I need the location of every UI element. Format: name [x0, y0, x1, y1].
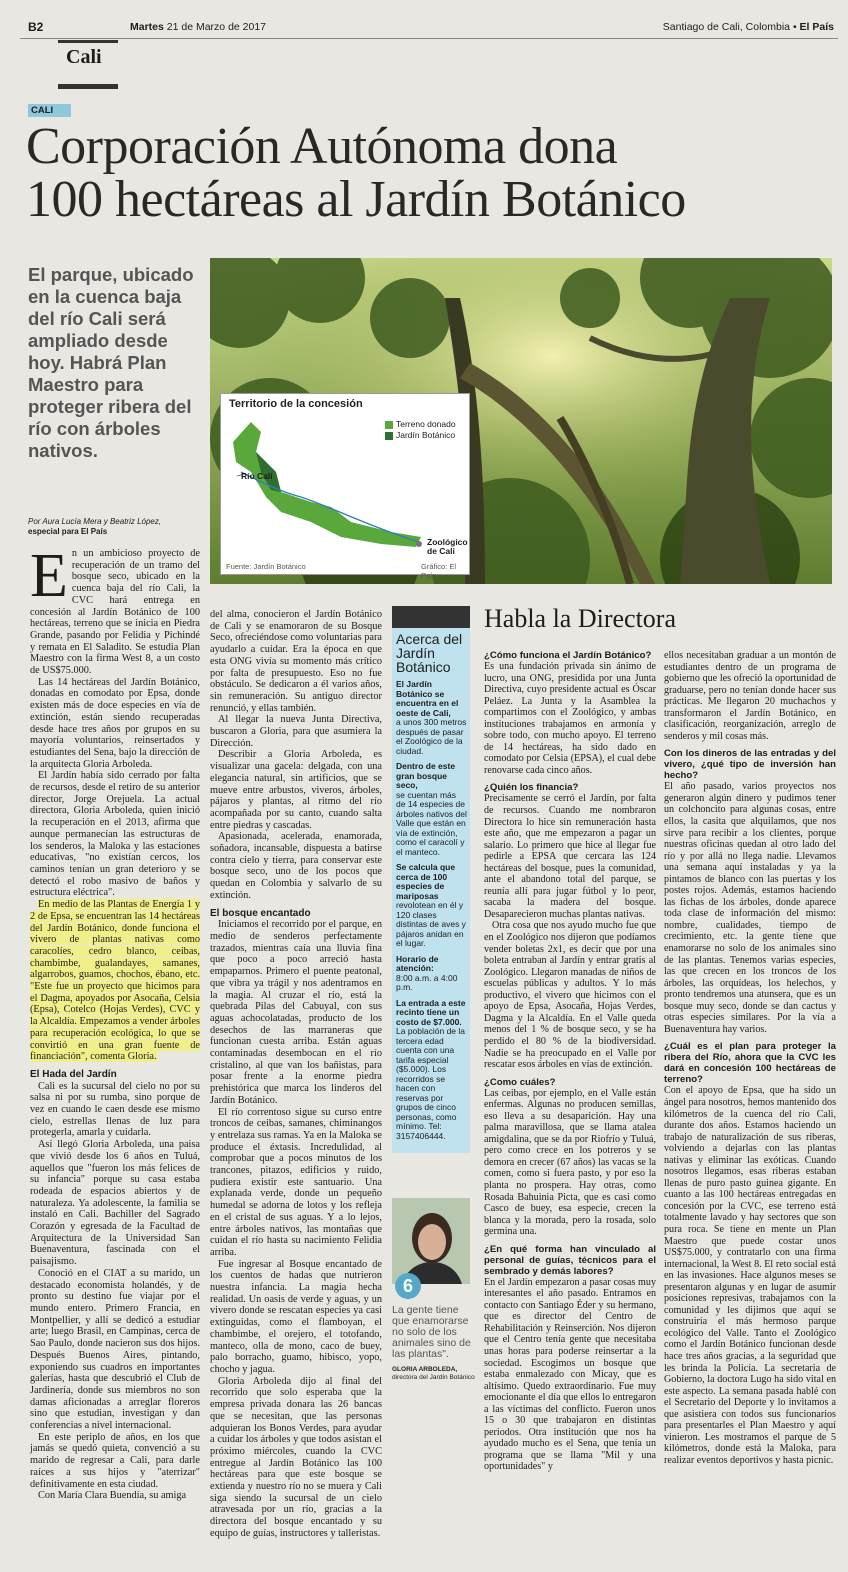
map-title: Territorio de la concesión [229, 398, 363, 410]
zoo-label: Zoológico de Cali [427, 537, 468, 556]
river-label: Río Cali [241, 471, 273, 481]
sidebar-item-lead: La entrada a este recinto tiene un costo de $7.000. [396, 997, 466, 1027]
facts-sidebar [392, 606, 470, 1153]
paper-location: Santiago de Cali, Colombia • El País [662, 21, 834, 33]
interview-question: Con los dineros de las entradas y del vivero, ¿qué tipo de inversión han hecho? [664, 748, 836, 782]
legend-garden: Jardín Botánico [396, 430, 456, 440]
interview-column-1 [484, 650, 656, 1473]
pull-quote [392, 1305, 477, 1382]
interview-answer: En el Jardín empezaron a pasar cosas muy interesantes el año pasado. Entramos en contacto con Santiago Éder y su hermano, que es director del Centro de Rehabilitación y Reinserción. Nos dijeron que el Centro tenía gente que necesitaba unas horas para poderse reinsertar a la sociedad. Escogimos un bosque que estaba enmalezado con Micay, que es altísimo. Quedo extraordinario. Fue muy emocionante el día que ellos lo entregaron a las víctimas del conflicto. Fueron unos 15 o 30 que trabajaron en distintas periodos. Otra institución que nos ha ayudado mucho es el Sena, que tenía un programa que se llama "Mil y una oportunidades" y [484, 1276, 656, 1473]
sidebar-item [396, 955, 467, 993]
paper-name: El País [799, 21, 834, 33]
quote-badge: 6 [395, 1273, 421, 1299]
interview-column-2 [664, 650, 836, 1466]
byline-authors: Por Aura Lucía Mera y Beatriz López, [28, 517, 162, 526]
sidebar-item-text: La población de la tercera edad cuenta con una tarifa especial ($5.000). Los recorridos se hacen con reservas por grupos de cinco personas, como mínimo. Tel: 3157406444. [396, 1026, 466, 1141]
sidebar-item-text: revolotean en él y 120 clases distintas de aves y pájaros anidan en el lugar. [396, 900, 466, 948]
paragraph [30, 899, 200, 1063]
interview-answer: Con el apoyo de Epsa, que ha sido un ángel para nosotros, hemos mantenido dos kilómetros de la cuenca del río Cali, durante dos años. Estamos haciendo un trabajo de naturalización de sus riberas, volviendo a dejarlas con las plantas nativas y eliminar las exóticas. Cuando nosotros llegamos, esas riberas estaban llenas de puro pasto guinea gigante. En cuanto a las 100 hectáreas entregadas en concesión por la CVC, ese terreno está totalmente lavado y hay sectores que son pura roca. Se tiene en mente un Plan Maestro que puede costar unos US$75.000, y contratarlo con una firma internacional, la West 8. El reto social está en las invasiones. Hace algunos meses se presentaron algunas y en lugar de asumir posiciones represivas, trabajamos con la comunidad y les dijimos que aquí se construiría el más hermoso parque ecológico del Valle. Tanto el Zoológico como el Jardín Botánico funcionan desde hace tres años gracias, a la seguridad que les brinda la Policía. La secretaria de Gobierno, la doctora Lugo ha sido vital en este aspecto. La semana pasada hablé con el Secretario del Deporte y lo invitamos a que asistiera con todos sus funcionarios para presentarles el Plan Maestro y aquí vinieron. Les mostramos el parque de 5 kilómetros, donde está la Maloka, para realizar eventos deportivos y hasta picnic. [664, 1085, 836, 1466]
date-text: 21 de Marzo de 2017 [166, 21, 267, 33]
quote-role: directora del Jardín Botánico [392, 1374, 475, 1381]
paragraph: Describir a Gloria Arboleda, es visualizar una gacela: delgada, con una elegancia natural, sin artificios, que se mueve entre arbustos, viveros, árboles, pájaros y plantas, al ritmo del río acompañada por su canto, cuando salta entre piedras y cascadas. [210, 749, 382, 831]
drop-cap: E [30, 542, 68, 610]
interview-question: ¿Como cuáles? [484, 1076, 556, 1088]
interview-answer: ellos necesitaban graduar a un montón de estudiantes dentro de un programa de gobierno que les ofreció la oportunidad de graduarse, pero no tenían donde hacer sus prácticas. Me llegaron 20 muchachos y transformaron el Jardín Botánico, en clasificación, reorganización, arreglo de senderos y mil cosas más. [664, 650, 836, 742]
sidebar-item [396, 762, 467, 857]
kicker-label: CALI [28, 104, 71, 117]
header-rule [20, 38, 838, 39]
paragraph: Las 14 hectáreas del Jardín Botánico, donadas en comodato por Epsa, donde existen más de doce especies en vía de extinción, están siendo recuperadas desde hace tres años por grupos en su mayoría voluntarios, reinsertados y estudiantes del Sena, bajo la dirección de la arquitecta Gloria Arboleda. [30, 676, 200, 770]
paragraph: del alma, conocieron el Jardín Botánico de Cali y se enamoraron de su Bosque Seco, ofreciéndose como voluntarias para ayudarlo a cuidar. Era la época en que esta ONG vivía su momento más crítico por falta de presupuesto. Eso no fue obstáculo. Se dedicaron a él varios años, sin remuneración. Su antiguo director renunció, y ellas también. [210, 609, 382, 714]
sidebar-item [396, 863, 467, 949]
sidebar-box [392, 628, 470, 1153]
paragraph: Iniciamos el recorrido por el parque, en medio de senderos perfectamente trazados, mientras caía una lluvia fina que poco a poco arreció hasta empaparnos. Primero el puente peatonal, que vibra ya trágil y nos adentramos en la magia. Al cruzar el río, está la quebrada Pilas del Cabuyal, con sus aguas achocolatadas, producto de los desechos de las marraneras que funcionan cuesta arriba. Están aguas contaminadas desembocan en el río cristalino, al que van los bañistas, para posar frente a la enorme piedra prehistórica que marca los linderos del Jardín Botánico. [210, 919, 382, 1106]
interview-answer: Es una fundación privada sin ánimo de lucro, una ONG, presidida por una Junta Directiva, cuyo presidente actual es Óscar Peláez. La Junta y la Asamblea la compartimos con el Zoológico, y ambas instituciones trabajamos en armonía y sobre todo, con mucho apoyo. El terreno de 14 hectáreas, ha sido dado en comodato por Celsia (EPSA), el cual debe renovarse cada cinco años. [484, 661, 656, 776]
sidebar-item-lead: El Jardín Botánico se encuentra en el oeste de Cali, [396, 679, 459, 718]
issue-date [130, 21, 266, 33]
sidebar-item-text: a unos 300 metros después de pasar el Zoológico de la ciudad. [396, 717, 467, 756]
article-column-1 [30, 542, 200, 1502]
paragraph: El Jardín había sido cerrado por falta de recursos, desde el retiro de su anterior director, Jorge Orejuela. La actual directora, Gloria Arboleda, quien inició la recuperación en el 2013, afirma que aunque permanecían las estructuras de los senderos, la Maloka y las estaciones educativas, "no existían cercos, los caminos tenían un gran deterioro y se detectó el robo masivo de baños y estructura eléctrica". [30, 770, 200, 899]
headline-line-2: 100 hectáreas al Jardín Botánico [26, 171, 686, 228]
interview-answer: Precisamente se cerró el Jardín, por falta de recursos. Cuando me nombraron Directora lo hice sin remuneración hasta este año, que me empezaron a pagar un salario. Lo primero que hice al llegar fue pedirle a EPSA que cercara las 124 hectáreas del bosque, pues la comunidad, ante el abandono total del parque, se reunía allí para jugar fútbol y lo peor, sacaba la madera del bosque. Desaparecieron muchas plantas nativas. [484, 793, 656, 920]
sidebar-title: Acerca del Jardín Botánico [396, 631, 463, 675]
section-flag [58, 40, 118, 83]
location-text: Santiago de Cali, Colombia [662, 21, 791, 33]
byline-role: especial para El País [28, 527, 108, 536]
sidebar-item [396, 999, 467, 1142]
map-credit: Gráfico: El País [421, 562, 457, 580]
legend-garden-swatch [385, 432, 393, 440]
headline-line-1: Corporación Autónoma dona [26, 118, 618, 175]
interview-title: Habla la Directora [484, 604, 677, 633]
legend-donated-swatch [385, 421, 393, 429]
paragraph: Con María Clara Buendía, su amiga [38, 1490, 187, 1502]
paragraph: El río correntoso sigue su curso entre troncos de ceibas, samanes, chiminangos y entrelaza sus ramas. Ya en la Maloka se produce el éxtasis. Incredulidad, al comprobar que a pocos minutos de los trancones, pitazos, edificios y ruido, pudiera existir este santuario. Una explanada verde, donde un pequeño humedal se adorna de lotos y los refleja en el cristal de sus aguas. Y a lo lejos, entre árboles nativos, las montañas que cuidan el río hasta su nacimiento Felidia arriba. [210, 1106, 382, 1258]
quote-name: GLORIA ARBOLEDA, [392, 1366, 458, 1373]
sidebar-item [396, 680, 467, 756]
paragraph: Gloria Arboleda dijo al final del recorrido que solo esperaba que la empresa privada donara las 26 bancas que se necesitan, que las personas adquieran los Bonos Verdes, para ayudar a cuidar los árboles y que todos asistan el próximo miércoles, cuando la CVC entregue al Jardín Botánico las 100 hectáreas para que este bosque se extienda y nuestro río no se muera y Cali siga siendo la sucursal de un cielo atravesada por un río, gracias a la directora del bosque encantado y su equipo de guías, instructores y talleristas. [210, 1375, 382, 1539]
paragraph: En este periplo de años, en los que jamás se quedó quieta, convenció a su marido de regresar a Cali, para darle raíces a sus hijos y "aterrizar" definitivamente en esta ciudad. [30, 1431, 200, 1490]
quote-attribution [392, 1366, 477, 1382]
map-inset [220, 393, 470, 580]
portrait-photo [392, 1198, 470, 1284]
paragraph: Cali es la sucursal del cielo no por su salsa ni por su rumba, sino porque de vez en cuando le caen desde ese mismo cielo, estrellas llenas de luz para protegerla, amarla y cuidarla. [30, 1080, 200, 1139]
interview-question: ¿Cómo funciona el Jardín Botánico? [484, 650, 652, 661]
legend-donated: Terreno donado [396, 419, 456, 429]
byline [28, 517, 198, 537]
interview-question: ¿En qué forma han vinculado al personal de guías, técnicos para el sembrado y demás labores? [484, 1243, 656, 1277]
page-number: B2 [28, 20, 44, 34]
headline [26, 120, 826, 226]
paragraph: Así llegó Gloria Arboleda, una paisa que vivió desde los 6 años en Tuluá, aquellos que "fueron los más felices de su infancia" porque su casa estaba rodeada de espacios abiertos y de naturaleza. Ya adolescente, la familia se instaló en Cali. Bachiller del Sagrado Corazón y egresada de la Facultad de Arquitectura de la Universidad San Buenaventura, fascinada con el paisajismo. [30, 1139, 200, 1268]
paragraph: Fue ingresar al Bosque encantado de los cuentos de hadas que nutrieron nuestra infancia. La magia hecha realidad. Un oasis de verde y aguas, y un vivero donde se rescatan especies ya casi extinguidas, como el flamboyan, el chambimbe, el orejero, el totofando, manteco, olla de mono, caco de buey, palo borracho, guamo, hibisco, yopo, chocho y jagua. [210, 1258, 382, 1375]
interview-question: ¿Quién los financia? [484, 782, 579, 794]
highlighted-text: En medio de las Plantas de Energía 1 y 2 de Epsa, se encuentran las 14 hectáreas del Jardín Botánico, donde funciona el vivero de plantas nativas como caracolíes, cedro blanco, ceibas, chambimbe, gualandayes, samanes, algarrobos, guamos, chochos, ébano, etc. "Este fue un proyecto que hicimos para el Dagma, apoyados por Asocaña, Celsia (Epsa), Cotelco (Hojas Verdes), CVC y la Alcaldía. Empezamos a vender árboles para recuperación ecológica, lo que se convirtió en una gran fuente de financiación", comenta Gloria. [30, 899, 200, 1063]
interview-answer: Las ceibas, por ejemplo, en el Valle están enfermas. Algunas no producen semillas, eso lleva a su desaparición. Hay una palma maravillosa, que se llama atalea amigdalina, que se da por Riofrío y Tuluá, pero como crece en los potreros y se demora en crecer (67 años) las vacas se la comen, como si fuera pasto, y por eso la planta no prospera. Hay otras, como Rosada Bahuinia Picta, que es casi como Casco de buey, esa especie, crecen la blanca y la morada, pero la rosada, solo germina una. [484, 1087, 656, 1238]
paragraph: Conoció en el CIAT a su marido, un destacado economista holandés, y de pronto su destino fue viajar por el mundo entero. Primero Francia, en Montpellier, y allí se dedicó a estudiar arte; luego Brasil, en Campinas, cerca de Sao Paulo, donde nacieron sus dos hijos. Después Buenos Aires, pintando, exponiendo sus cuadros en importantes galerías, hasta que descubrió el Club de Jardinería, donde sus miembros no son damas aficionadas a arreglar floreros sino que estudian, investigan y dan conferencias a nivel internacional. [30, 1267, 200, 1432]
subheading: El bosque encantado [210, 907, 311, 919]
paragraph: Al llegar la nueva Junta Directiva, buscaron a Gloria, para que asumiera la Dirección. [210, 714, 382, 749]
paragraph: Apasionada, acelerada, enamorada, soñadora, incansable, dispuesta a batirse contra cielo y tierra, para conservar este bosque seco, uno de los pocos que quedan en Colombia y salvarlo de su extinción. [210, 831, 382, 901]
section-name: Cali [66, 46, 102, 68]
sidebar-item-text: 8:00 a.m. a 4:00 p.m. [396, 972, 458, 992]
sidebar-item-lead: Se calcula que cerca de 100 especies de mariposas [396, 862, 456, 901]
map-source: Fuente: Jardín Botánico [226, 562, 306, 571]
paragraph: n un ambicioso proyecto de recuperación de un tramo del bosque seco, ubicado en la cuenca baja del río Cali, la CVC hará entrega en concesión al Jardín Botánico de 100 hectáreas, terreno que se inicia en Piedra Grande, pasando por Felidia y Pichindé y remata en El Saladito. Se estudia Plan Maestro con la firma West 8, a un costo de US$75.000. [30, 548, 200, 677]
sidebar-item-lead: Horario de atención: [396, 953, 439, 973]
interview-answer: Otra cosa que nos ayudo mucho fue que en el Zoológico nos dijeron que podíamos vender boletas 2x1, es decir que por una boleta entraban al Jardín y entrar gratis al Zoológico. Llegaron manadas de niños de escuelas públicas y adultos. Y lo más productivo, el vivero que hicimos con el apoyo de Epsa, Asocaña, Hojas Verdes, Dagma y la Alcaldía. En el Valle queda menos del 1 % de bosque seco, y se ha perdido el 80 % de la biodiversidad. Nadie se ha preocupado en el Valle por rescatar esos árboles en vías de extinción. [484, 920, 656, 1071]
sidebar-item-text: se cuentan más de 14 especies de árboles nativos del Valle que están en vía de extinción, como el caracolí y el manteco. [396, 789, 467, 857]
quote-text: La gente tiene que enamorarse no solo de los animales sino de las plantas". [392, 1304, 471, 1360]
date-prefix: Martes [130, 21, 164, 33]
subheading: El Hada del Jardín [30, 1068, 117, 1080]
article-column-2 [210, 609, 382, 1540]
sidebar-bar [392, 606, 470, 628]
interview-answer: El año pasado, varios proyectos nos generaron algún dinero y pudimos tener un colchoncito para algunas cosas, entre ellos, la casita que alquilamos, que nos sirve para recibir a los clientes, porque nuestras oficinas quedan al otro lado del río y por allá no llega nadie. Llevamos una semana aquí instaladas y ya la pintamos de blanco con las puertas y los postes rojos. Además, estamos haciendo las fichas de los árboles, donde aparece toda clase de información del mismo: nombre, cualidades, tiempo de crecimiento, etc. la gente tiene que enamorarse no solo de los animales sino de las plantas. Tenemos varias especies, las que crecen en los troncos de los árboles, las orquídeas, los helechos, y pronto tendremos una atunsera, que es un bosque muy seco, donde se dan cactus y otras especies similares. Por la vía a Buenaventura hay varios. [664, 781, 836, 1035]
portrait-illustration [392, 1198, 470, 1284]
sidebar-item-lead: Dentro de este gran bosque seco, [396, 761, 456, 790]
interview-question: ¿Cuál es el plan para proteger la ribera del Río, ahora que la CVC les dará en concesión 100 hectáreas de terreno? [664, 1041, 836, 1086]
deck: El parque, ubicado en la cuenca baja del río Cali será ampliado desde hoy. Habrá Plan Maestro para proteger ribera del río con árboles nativos. [28, 264, 194, 461]
